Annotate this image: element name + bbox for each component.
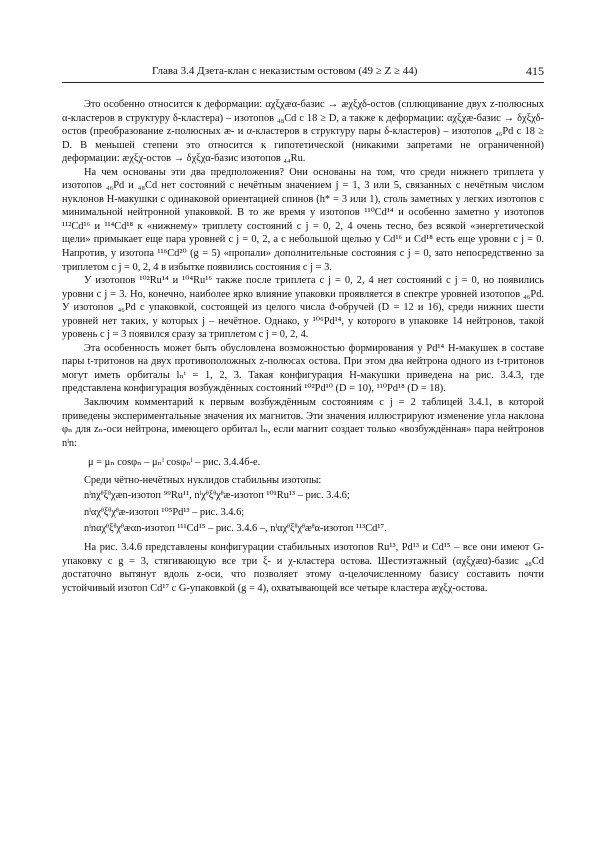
paragraph-final: На рис. 3.4.6 представлены конфигурации стабильных изотопов Ru¹³, Pd¹³ и Cd¹⁵ – все они имеют G-упаковку с g = 3, стягивающую все три ξ- и χ-кластера остова. Шестиэтажный (αχξχæα)-базис ₄₈Cd достаточно вытянут вдоль z-оси, что позволяет этому α-целочисленному базису составить почти устойчивый изотоп Cd¹⁷ с G-упаковкой (g = 4), охватывающей все четыре кластера æχξχ-остова. xyxy=(62,541,544,594)
paragraph-pd14: Эта особенность может быть обусловлена возможностью формирования у Pd¹⁴ H-макушек в составе пары t-тритонов на двух противоположных z-полюсах остова. При этом два нейтрона одного из t-тритонов могут иметь орбиталы lₙᵗ = 1, 2, 3. Такая конфигурация H-макушки приведена на рис. 3.4.3, где представлена конфигурация возбуждённых состояний ¹⁰²Pd¹⁰ (D = 10), ¹¹⁰Pd¹⁸ (D = 18). xyxy=(62,342,544,395)
paragraph-deformation: Это особенно относится к деформации: αχξχæα-базис → æχξχδ-остов (сплющивание двух z-полюсных α-кластеров в структуру δ-кластера) – изотопов ₄₈Cd с 18 ≥ D, а также к деформации: αχξχæ-базис → δχξχδ-остов (преобразование z-полюсных æ- и α-кластеров в структуру пары δ-кластеров) – изотопов ₄₆Pd с 18 ≥ D. В меньшей степени это относится к гипотетической (никакими запретами не ограниченной) деформации: æχξχ-остов → δχξχα-базис изотопов ₄₄Ru. xyxy=(62,99,544,165)
paragraph-magnets: Заключим комментарий к первым возбуждённым состояниям с j = 2 таблицей 3.4.1, в которой приведены экспериментальные значения их магнитов. Эти значения иллюстрируют изменение угла наклона φₙ для zₙ-оси нейтрона, имеющего орбитал lₙ, если магнит создает только «возбуждённая» пара нейтронов nˡn: xyxy=(62,397,544,449)
page-body xyxy=(62,98,544,595)
chapter-title: Глава 3.4 Дзета-клан с неказистым остовом (49 ≥ Z ≥ 44) xyxy=(152,65,418,77)
paragraph-ru-pd: У изотопов ¹⁰²Ru¹⁴ и ¹⁰⁴Ru¹⁶ также после триплета с j = 0, 2, 4 нет состояний с j = 0, но появились уровни с j = 3. Но, конечно, наиболее ярко влияние упаковки проявляется в спектре уровней изотопов ₄₆Pd. У изотопов ₄₆Pd с упаковкой, состоящей из целого числа ϑ-обручей (D = 12 и 16), среди нижних шести уровней нет таких, у которых j – нечётное. Однако, у ¹⁰⁶Pd¹⁴, у которого в упаковке 14 нейтронов, такой уровень с j = 3 появился сразу за триплетом с j = 0, 2, 4. xyxy=(62,275,544,341)
paragraph-assumptions: На чем основаны эти два предположения? Они основаны на том, что среди нижнего триплета у изотопов ₄₆Pd и ₄₈Cd нет состояний с нечётным значением j = 1, 3 или 5, связанных с нечётным числом нуклонов H-макушки с одинаковой ориентацией спинов (h* = 3 или 1), столь заметных у легких изотопов с минимальной нейтронной упаковкой. В то же время у изотопов ¹¹⁰Cd¹⁴ и особенно заметно у изотопов ¹¹²Cd¹⁶ и ¹¹⁴Cd¹⁸ к «нижнему» триплету состояний с j = 0, 2, 4 очень тесно, без всякой «энергетической щели» примыкает еще пара уровней с j = 0, 2, а с небольшой щелью у Cd¹⁶ и Cd¹⁸ есть еще уровни с j = 0. Напротив, у изотопа ¹¹⁶Cd²⁰ (g = 5) «пропали» дополнительные состояния с j = 0, зато непосредственно за триплетом с j = 0, 2, 4 в избытке появились состояния с j = 3. xyxy=(62,166,544,273)
page-number: 415 xyxy=(526,64,544,78)
isotope-line-pd: nˡαχᶿξᶿχᶿæ-изотоп ¹⁰⁵Pd¹³ – рис. 3.4.6; xyxy=(84,506,245,518)
running-header xyxy=(62,64,544,83)
stable-isotopes-intro: Среди чётно-нечётных нуклидов стабильны изотопы: xyxy=(84,474,322,486)
magnetic-moment-equation: μ = μₙ cosφₙ – μₙˡ cosφₙˡ – рис. 3.4.4б-е. xyxy=(88,457,261,469)
isotope-line-cd: nˡnαχᶿξᶿχᶿæαn-изотоп ¹¹¹Cd¹⁵ – рис. 3.4.6 –, nˡαχᶿξᶿχᶿæᶿα-изотоп ¹¹³Cd¹⁷. xyxy=(84,523,387,535)
isotope-line-ru: nˡnχᶿξᶿχæn-изотоп ⁹⁹Ru¹¹, nˡχᶿξᶿχᶿæ-изотоп ¹⁰¹Ru¹³ – рис. 3.4.6; xyxy=(84,490,350,502)
